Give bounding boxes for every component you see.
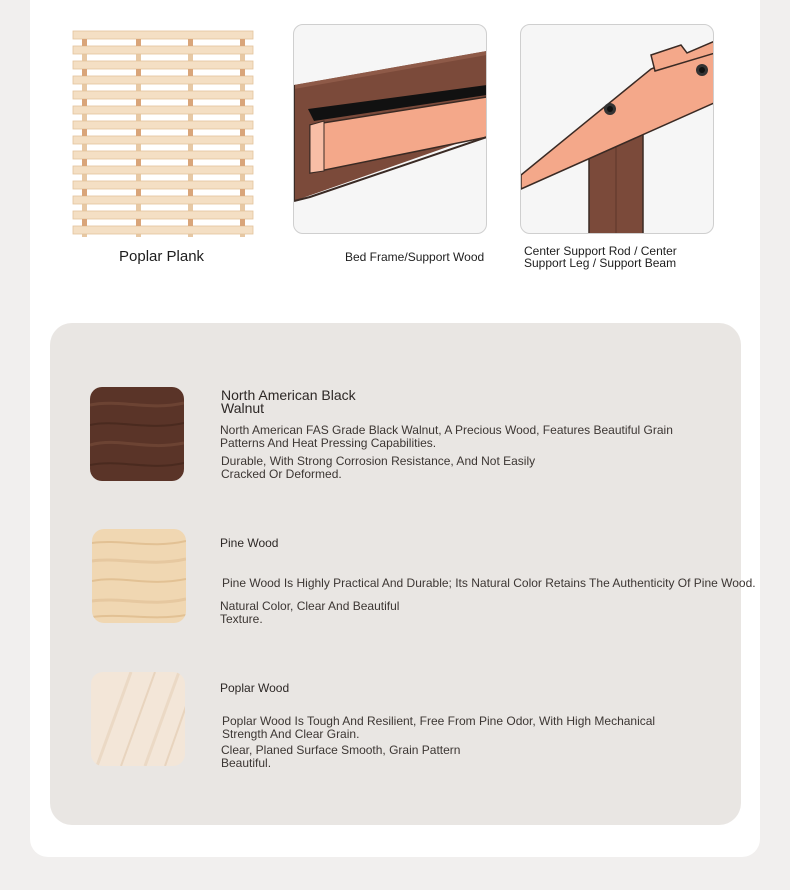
walnut-swatch bbox=[90, 387, 184, 481]
poplar-plank-image bbox=[72, 28, 254, 240]
poplar-desc-1: Poplar Wood Is Tough And Resilient, Free From Pine Odor, With High Mechanical Strength And Clear Grain. bbox=[222, 714, 656, 741]
walnut-title: North American Black Walnut bbox=[221, 387, 356, 416]
pine-title: Pine Wood bbox=[220, 536, 279, 550]
walnut-desc-2: Durable, With Strong Corrosion Resistance, And Not Easily Cracked Or Deformed. bbox=[221, 454, 536, 481]
center-support-beam-icon bbox=[521, 25, 714, 234]
pine-desc-1: Pine Wood Is Highly Practical And Durable; Its Natural Color Retains The Authenticity Of Pine Wood. bbox=[222, 576, 756, 590]
pine-swatch bbox=[92, 529, 186, 623]
bed-frame-caption: Bed Frame/Support Wood bbox=[345, 250, 485, 264]
center-support-image bbox=[520, 24, 714, 234]
bed-frame-rail-icon bbox=[294, 25, 487, 234]
poplar-plank-caption: Poplar Plank bbox=[119, 248, 205, 265]
poplar-desc-2: Clear, Planed Surface Smooth, Grain Pattern Beautiful. bbox=[221, 743, 461, 770]
pine-desc-2: Natural Color, Clear And Beautiful Texture. bbox=[220, 599, 400, 626]
walnut-desc-1: North American FAS Grade Black Walnut, A Precious Wood, Features Beautiful Grain Patterns And Heat Pressing Capabilities. bbox=[220, 423, 673, 450]
poplar-plank-slats-icon bbox=[72, 28, 254, 240]
poplar-title: Poplar Wood bbox=[220, 681, 290, 695]
center-support-caption: Center Support Rod / Center Support Leg / Support Beam bbox=[524, 244, 677, 270]
bed-frame-image bbox=[293, 24, 487, 234]
poplar-swatch bbox=[91, 672, 185, 766]
